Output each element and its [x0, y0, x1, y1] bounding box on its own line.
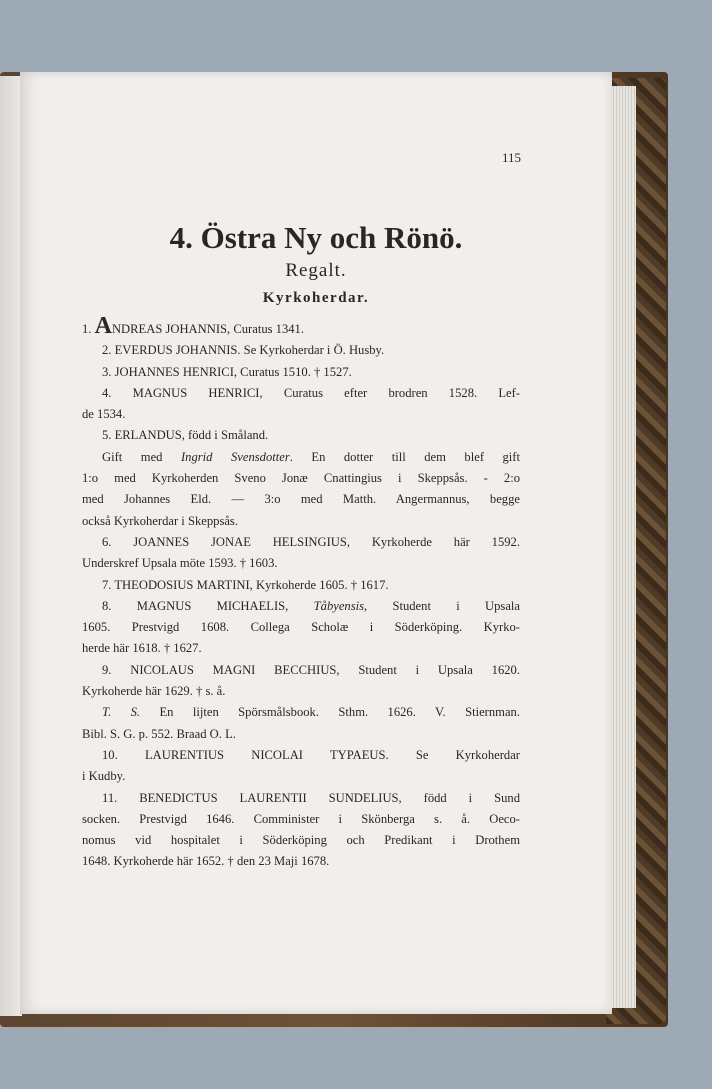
- text-line: [82, 596, 520, 617]
- text-line: [82, 702, 520, 723]
- text-segment: med Johannes Eld. — 3:o med Matth. Angermannus, begge: [82, 492, 520, 507]
- text-segment: nomus vid hospitalet i Söderköping och Predikant i Drothem: [82, 833, 520, 848]
- text-line: [82, 766, 520, 787]
- book-page: [20, 72, 612, 1014]
- text-segment: 1648. Kyrkoherde här 1652. † den 23 Maji 1678.: [82, 854, 330, 869]
- text-segment: Underskref Upsala möte 1593. † 1603.: [82, 556, 278, 571]
- text-segment: En lijten Spörsmålsbook. Sthm. 1626. V. Stiernman.: [140, 705, 520, 720]
- text-line: [82, 745, 520, 766]
- text-segment: . En dotter till dem blef gift: [289, 449, 520, 464]
- text-segment: Kyrkoherde här 1629. † s. å.: [82, 684, 226, 699]
- text-segment: herde här 1618. † 1627.: [82, 641, 202, 656]
- chapter-title: 4. Östra Ny och Rönö.: [169, 220, 463, 255]
- text-line: [82, 660, 520, 681]
- text-segment: 9. NICOLAUS MAGNI BECCHIUS, Student i Upsala 1620.: [102, 662, 520, 677]
- italic-text: T. S.: [102, 705, 141, 720]
- chapter-subtitle: Regalt.: [285, 260, 347, 281]
- text-segment: Bibl. S. G. p. 552. Braad O. L.: [82, 726, 236, 741]
- text-segment: 11. BENEDICTUS LAURENTII SUNDELIUS, född i Sund: [102, 790, 520, 805]
- text-segment: de 1534.: [82, 407, 126, 422]
- left-page-edge: [0, 76, 22, 1016]
- text-segment: också Kyrkoherdar i Skeppsås.: [82, 513, 238, 528]
- italic-text: Tåbyensis: [313, 598, 365, 613]
- text-line: [82, 532, 520, 553]
- text-segment: i Kudby.: [82, 769, 126, 784]
- text-line: [82, 830, 520, 851]
- text-segment: 2. EVERDUS JOHANNIS. Se Kyrkoherdar i Ö. Husby.: [102, 343, 385, 358]
- section-heading: Kyrkoherdar.: [262, 290, 370, 306]
- text-line: [82, 788, 520, 809]
- text-segment: 1:o med Kyrkoherden Sveno Jonæ Cnattingius i Skeppsås. - 2:o: [82, 471, 520, 486]
- page-number: 115: [502, 150, 522, 165]
- text-segment: 7. THEODOSIUS MARTINI, Kyrkoherde 1605. † 1617.: [102, 577, 389, 592]
- text-line: [82, 511, 520, 532]
- italic-text: Ingrid Svensdotter: [180, 449, 290, 464]
- text-line: [82, 489, 520, 510]
- text-line: [82, 404, 520, 425]
- text-line: [82, 362, 520, 383]
- body-text: [82, 313, 521, 873]
- text-line: [82, 809, 520, 830]
- text-line: [82, 681, 520, 702]
- text-line: [82, 638, 520, 659]
- text-segment: socken. Prestvigd 1646. Comminister i Skönberga s. å. Oeco-: [82, 811, 520, 826]
- text-segment: 3. JOHANNES HENRICI, Curatus 1510. † 1527.: [102, 364, 352, 379]
- text-line: [82, 313, 520, 340]
- text-line: [82, 553, 520, 574]
- text-segment: 1.: [82, 322, 95, 336]
- text-line: [82, 340, 520, 361]
- text-line: [82, 724, 520, 745]
- text-line: [82, 425, 520, 446]
- text-segment: 6. JOANNES JONAE HELSINGIUS, Kyrkoherde här 1592.: [102, 534, 520, 549]
- text-segment: 8. MAGNUS MICHAELIS,: [102, 598, 314, 613]
- text-line: [82, 468, 520, 489]
- text-segment: , Student i Upsala: [364, 598, 521, 613]
- text-segment: 1605. Prestvigd 1608. Collega Scholæ i Söderköping. Kyrko-: [82, 620, 520, 635]
- text-line: [82, 851, 520, 872]
- text-line: [82, 383, 520, 404]
- text-segment: 5. ERLANDUS, född i Småland.: [102, 428, 269, 443]
- text-segment: 10. LAURENTIUS NICOLAI TYPAEUS. Se Kyrkoherdar: [102, 747, 520, 762]
- text-segment: Gift med: [102, 449, 181, 464]
- text-line: [82, 575, 520, 596]
- text-line: [82, 617, 520, 638]
- text-segment: NDREAS JOHANNIS, Curatus 1341.: [111, 322, 304, 336]
- text-line: [82, 447, 520, 468]
- drop-cap: A: [94, 313, 112, 339]
- text-segment: 4. MAGNUS HENRICI, Curatus efter brodren 1528. Lef-: [102, 385, 520, 400]
- page-stack-edge: [608, 86, 636, 1008]
